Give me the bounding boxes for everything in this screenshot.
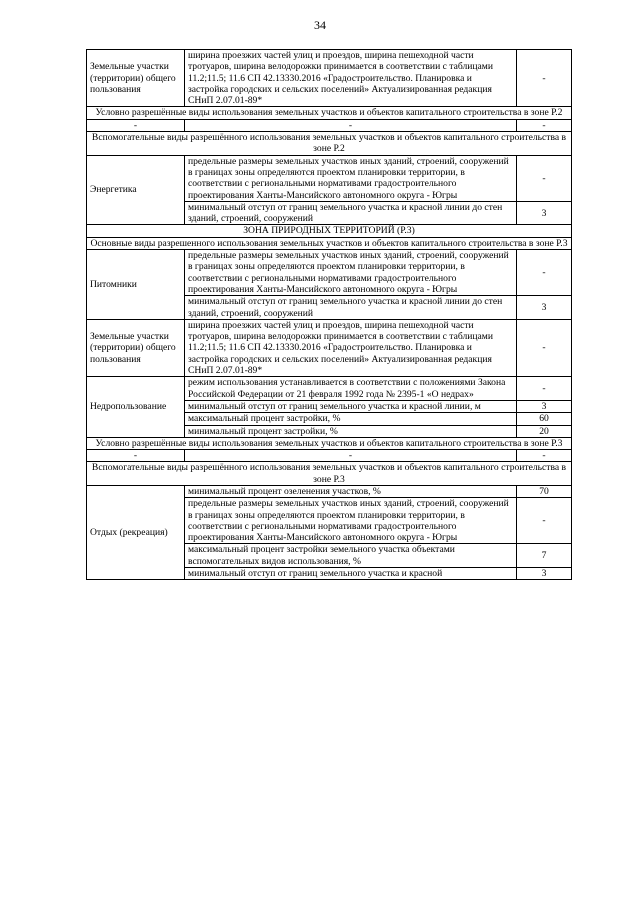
parameter-text: минимальный процент озеленения участков, % bbox=[185, 485, 517, 497]
empty-row bbox=[87, 450, 572, 462]
regulations-table bbox=[86, 49, 572, 580]
use-type-name: Земельные участки (территории) общего пользования bbox=[87, 50, 185, 107]
parameter-text: максимальный процент застройки, % bbox=[185, 413, 517, 425]
parameter-value: 3 bbox=[517, 296, 572, 320]
parameter-text: ширина проезжих частей улиц и проездов, ширина пешеходной части тротуаров, ширина велодорожки принимается в соответствии с таблицами 11.2;11.5; 11.6 СП 42.13330.2016 «Градостроительство. Планировка и застройка городских и сельских поселений» Актуализированная редакция СНиП 2.07.01-89* bbox=[185, 319, 517, 376]
use-type-name: Недропользование bbox=[87, 377, 185, 437]
empty-cell: - bbox=[87, 119, 185, 131]
use-type-name: Питомники bbox=[87, 250, 185, 320]
parameter-text: ширина проезжих частей улиц и проездов, ширина пешеходной части тротуаров, ширина велодорожки принимается в соответствии с таблицами 11.2;11.5; 11.6 СП 42.13330.2016 «Градостроительство. Планировка и застройка городских и сельских поселений» Актуализированная редакция СНиП 2.07.01-89* bbox=[185, 50, 517, 107]
zone-title: ЗОНА ПРИРОДНЫХ ТЕРРИТОРИЙ (Р.3) bbox=[87, 225, 572, 237]
parameter-text: минимальный отступ от границ земельного участка и красной линии до стен зданий, строений, сооружений bbox=[185, 296, 517, 320]
zone-header-row bbox=[87, 225, 572, 237]
regulations-table-body bbox=[87, 50, 572, 580]
use-type-name: Энергетика bbox=[87, 155, 185, 225]
parameter-text: минимальный отступ от границ земельного участка и красной линии до стен зданий, строений, сооружений bbox=[185, 201, 517, 225]
table-row bbox=[87, 155, 572, 201]
parameter-value: 70 bbox=[517, 485, 572, 497]
section-header-row bbox=[87, 132, 572, 156]
empty-cell: - bbox=[185, 119, 517, 131]
parameter-value: 3 bbox=[517, 201, 572, 225]
section-title: Вспомогательные виды разрешённого использования земельных участков и объектов капитального строительства в зоне Р.2 bbox=[87, 132, 572, 156]
table-row bbox=[87, 250, 572, 296]
section-header-row bbox=[87, 437, 572, 449]
page-number: 34 bbox=[314, 18, 326, 32]
parameter-value: 20 bbox=[517, 425, 572, 437]
parameter-value: - bbox=[517, 319, 572, 376]
parameter-text: предельные размеры земельных участков иных зданий, строений, сооружений в границах зоны определяются проектом планировки территории, в соответствии с региональными нормативами градостроительного проектирования Ханты-Мансийского автономного округа - Югры bbox=[185, 250, 517, 296]
parameter-value: 3 bbox=[517, 400, 572, 412]
table-row bbox=[87, 377, 572, 401]
use-type-name: Отдых (рекреация) bbox=[87, 485, 185, 579]
parameter-value: 60 bbox=[517, 413, 572, 425]
section-header-row bbox=[87, 107, 572, 119]
parameter-text: минимальный процент застройки, % bbox=[185, 425, 517, 437]
empty-cell: - bbox=[185, 450, 517, 462]
empty-cell: - bbox=[517, 450, 572, 462]
parameter-text: максимальный процент застройки земельного участка объектами вспомогательных видов использования, % bbox=[185, 544, 517, 568]
parameter-value: 7 bbox=[517, 544, 572, 568]
empty-cell: - bbox=[517, 119, 572, 131]
parameter-text: предельные размеры земельных участков иных зданий, строений, сооружений в границах зоны определяются проектом планировки территории, в соответствии с региональными нормативами градостроительного проектирования Ханты-Мансийского автономного округа - Югры bbox=[185, 155, 517, 201]
section-title: Условно разрешённые виды использования земельных участков и объектов капитального строительства в зоне Р.2 bbox=[87, 107, 572, 119]
table-row bbox=[87, 319, 572, 376]
section-title: Условно разрешённые виды использования земельных участков и объектов капитального строительства в зоне Р.3 bbox=[87, 437, 572, 449]
parameter-value: - bbox=[517, 498, 572, 544]
empty-cell: - bbox=[87, 450, 185, 462]
parameter-value: 3 bbox=[517, 568, 572, 580]
parameter-text: минимальный отступ от границ земельного участка и красной линии, м bbox=[185, 400, 517, 412]
section-header-row bbox=[87, 462, 572, 486]
parameter-text: режим использования устанавливается в соответствии с положениями Закона Российской Федерации от 21 февраля 1992 года № 2395-1 «О недрах» bbox=[185, 377, 517, 401]
parameter-value: - bbox=[517, 155, 572, 201]
table-row bbox=[87, 50, 572, 107]
parameter-value: - bbox=[517, 377, 572, 401]
table-row bbox=[87, 485, 572, 497]
parameter-text: предельные размеры земельных участков иных зданий, строений, сооружений в границах зоны определяются проектом планировки территории, в соответствии с региональными нормативами градостроительного проектирования Ханты-Мансийского автономного округа - Югры bbox=[185, 498, 517, 544]
parameter-value: - bbox=[517, 250, 572, 296]
section-title: Основные виды разрешенного использования земельных участков и объектов капитального строительства в зоне Р.3 bbox=[87, 237, 572, 249]
section-title: Вспомогательные виды разрешённого использования земельных участков и объектов капитального строительства в зоне Р.3 bbox=[87, 462, 572, 486]
section-header-row bbox=[87, 237, 572, 249]
empty-row bbox=[87, 119, 572, 131]
use-type-name: Земельные участки (территории) общего пользования bbox=[87, 319, 185, 376]
parameter-value: - bbox=[517, 50, 572, 107]
parameter-text: минимальный отступ от границ земельного участка и красной bbox=[185, 568, 517, 580]
